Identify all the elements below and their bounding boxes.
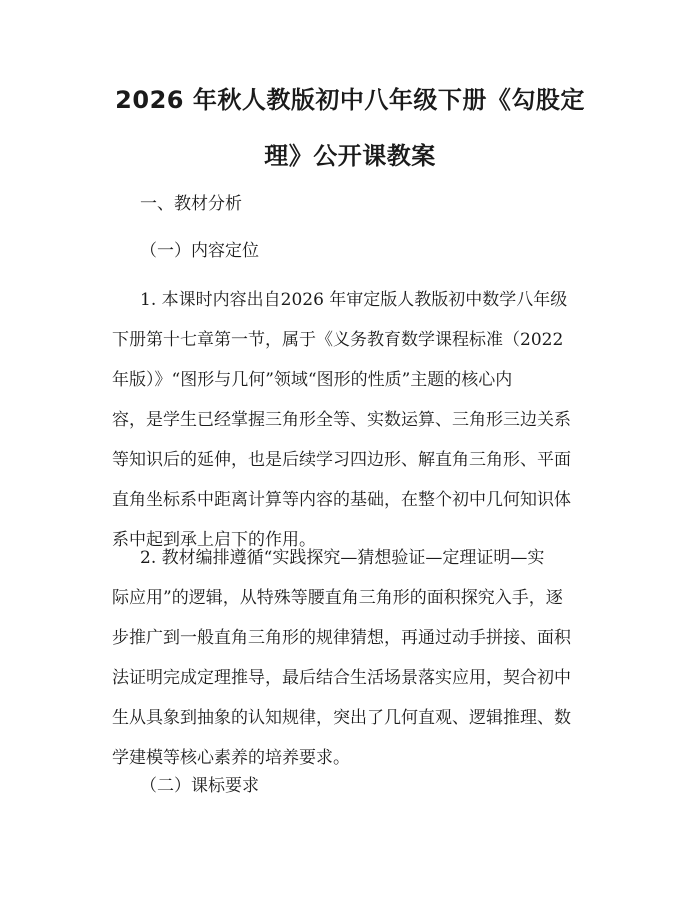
paragraph-2-line: 生从具象到抽象的认知规律，突出了几何直观、逻辑推理、数	[112, 708, 571, 728]
paragraph-1-line: 等知识后的延伸，也是后续学习四边形、解直角三角形、平面	[112, 450, 571, 470]
paragraph-2-line: 际应用”的逻辑，从特殊等腰直角三角形的面积探究入手，逐	[112, 588, 563, 608]
paragraph-1-line: 1. 本课时内容出自2026 年审定版人教版初中数学八年级	[140, 290, 568, 310]
paragraph-2-line: 法证明完成定理推导，最后结合生活场景落实应用，契合初中	[112, 668, 571, 688]
document-title	[100, 72, 600, 184]
paragraph-1-line: 容，是学生已经掌握三角形全等、实数运算、三角形三边关系	[112, 410, 571, 430]
section-heading-textbook-analysis: 一、教材分析	[140, 194, 242, 214]
paragraph-2-line: 步推广到一般直角三角形的规律猜想，再通过动手拼接、面积	[112, 628, 571, 648]
paragraph-1-line: 下册第十七章第一节，属于《义务教育数学课程标准（2022	[112, 330, 564, 350]
paragraph-2-line: 学建模等核心素养的培养要求。	[112, 748, 350, 768]
title-line-2: 理》公开课教案	[264, 142, 436, 170]
paragraph-1-line: 直角坐标系中距离计算等内容的基础，在整个初中几何知识体	[112, 490, 571, 510]
paragraph-2	[112, 538, 587, 778]
title-line-1: 2026 年秋人教版初中八年级下册《勾股定	[115, 86, 585, 114]
paragraph-1	[112, 280, 587, 560]
paragraph-2-line: 2. 教材编排遵循“实践探究—猜想验证—定理证明—实	[140, 548, 545, 568]
paragraph-1-line: 年版）》“图形与几何”领域“图形的性质”主题的核心内	[112, 370, 513, 390]
subsection-heading-curriculum-requirements: （二）课标要求	[140, 776, 259, 796]
subsection-heading-content-positioning: （一）内容定位	[140, 241, 259, 261]
paragraph-1-line: 系中起到承上启下的作用。	[112, 530, 316, 550]
